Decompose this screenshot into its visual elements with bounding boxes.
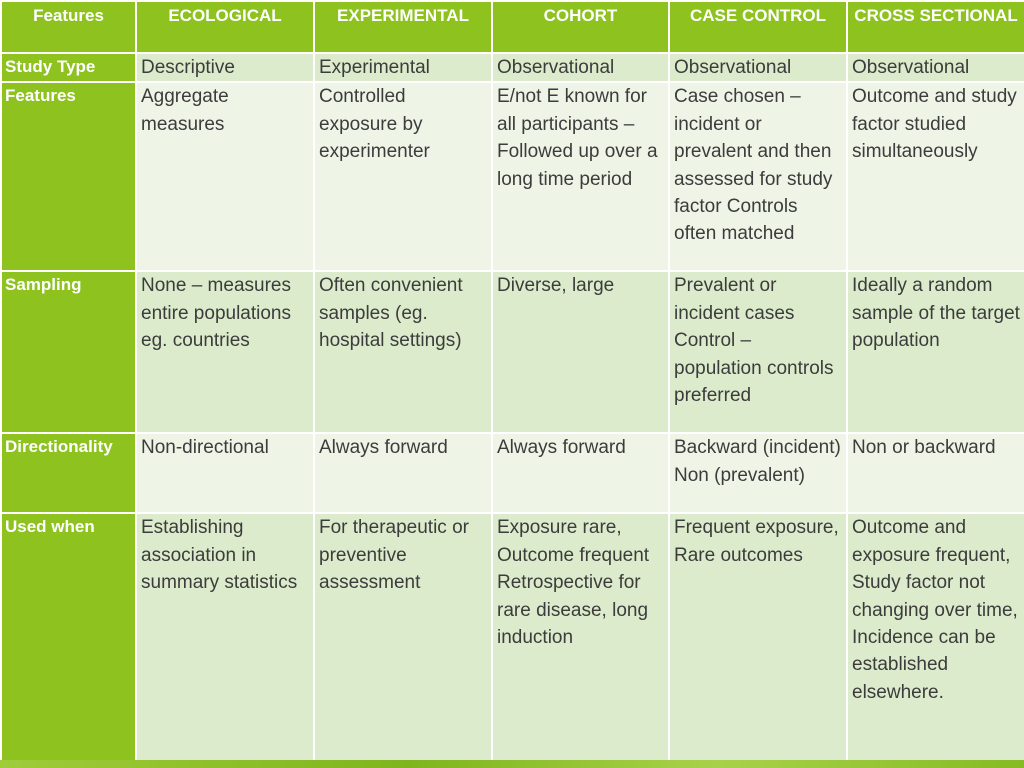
table-cell: Descriptive xyxy=(136,53,314,82)
table-cell: Often convenient samples (eg. hospital settings) xyxy=(314,271,492,433)
table-cell: None – measures entire populations eg. countries xyxy=(136,271,314,433)
header-case-control: CASE CONTROL xyxy=(669,1,847,53)
header-ecological: ECOLOGICAL xyxy=(136,1,314,53)
table-row-sampling xyxy=(1,271,1024,433)
table-cell: Always forward xyxy=(492,433,669,513)
table-cell: Backward (incident) Non (prevalent) xyxy=(669,433,847,513)
row-label: Features xyxy=(1,82,136,271)
table-cell: Non or backward xyxy=(847,433,1024,513)
table-cell: E/not E known for all participants – Followed up over a long time period xyxy=(492,82,669,271)
table-cell: Always forward xyxy=(314,433,492,513)
table-cell: Ideally a random sample of the target population xyxy=(847,271,1024,433)
table-cell: Observational xyxy=(492,53,669,82)
decorative-bottom-strip xyxy=(0,760,1024,768)
table-cell: Observational xyxy=(669,53,847,82)
row-label: Used when xyxy=(1,513,136,762)
header-row xyxy=(1,1,1024,53)
table-row-study-type xyxy=(1,53,1024,82)
header-cross-sectional: CROSS SECTIONAL xyxy=(847,1,1024,53)
row-label: Sampling xyxy=(1,271,136,433)
table-cell: Experimental xyxy=(314,53,492,82)
header-features: Features xyxy=(1,1,136,53)
table-row-features xyxy=(1,82,1024,271)
header-experimental: EXPERIMENTAL xyxy=(314,1,492,53)
table-cell: Controlled exposure by experimenter xyxy=(314,82,492,271)
table-cell: Diverse, large xyxy=(492,271,669,433)
table-cell: Exposure rare, Outcome frequent Retrospective for rare disease, long induction xyxy=(492,513,669,762)
table-cell: Frequent exposure, Rare outcomes xyxy=(669,513,847,762)
table-cell: Aggregate measures xyxy=(136,82,314,271)
row-label: Study Type xyxy=(1,53,136,82)
table-cell: Outcome and exposure frequent, Study factor not changing over time, Incidence can be established elsewhere. xyxy=(847,513,1024,762)
table-row-used-when xyxy=(1,513,1024,762)
table-cell: Case chosen – incident or prevalent and then assessed for study factor Controls often matched xyxy=(669,82,847,271)
table-cell: Outcome and study factor studied simultaneously xyxy=(847,82,1024,271)
table-cell: Prevalent or incident cases Control – population controls preferred xyxy=(669,271,847,433)
table-row-directionality xyxy=(1,433,1024,513)
table-cell: Establishing association in summary statistics xyxy=(136,513,314,762)
table-cell: Observational xyxy=(847,53,1024,82)
table-cell: Non-directional xyxy=(136,433,314,513)
header-cohort: COHORT xyxy=(492,1,669,53)
row-label: Directionality xyxy=(1,433,136,513)
table-cell: For therapeutic or preventive assessment xyxy=(314,513,492,762)
